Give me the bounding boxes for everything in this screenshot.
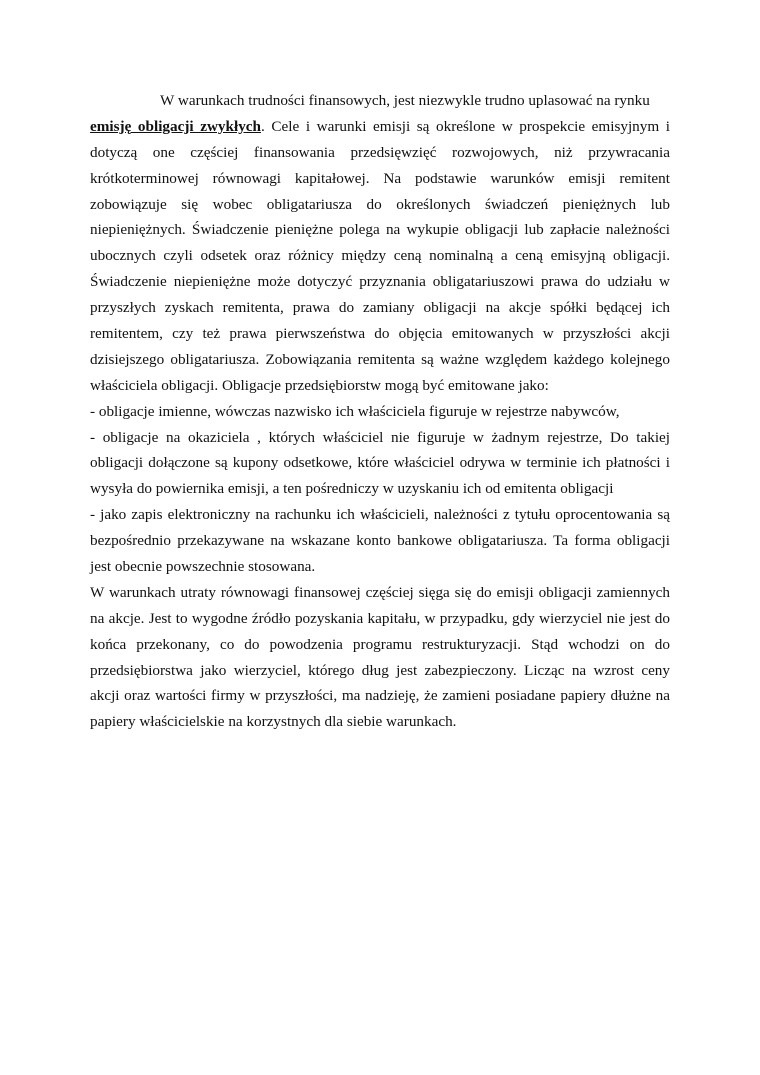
text-line: ubocznych czyli odsetek oraz różnicy między ceną nominalną a ceną emisyjną obligacji. <box>90 247 670 265</box>
emphasized-term: emisję obligacji zwykłych <box>90 117 261 135</box>
text-line: przedsiębiorstwa jako wierzyciel, którego dług jest zabezpieczony. Licząc na wzrost ceny <box>90 661 670 679</box>
text-line: obligacji dołączone są kupony odsetkowe, które właściciel odrywa w terminie ich płatności i <box>90 454 670 472</box>
text-line: dotyczą one częściej finansowania przedsięwzięć rozwojowych, niż przywracania <box>90 143 670 161</box>
list-item: - obligacje imienne, wówczas nazwisko ich właściciela figuruje w rejestrze nabywców, <box>90 402 620 420</box>
text-line: końca przekonany, co do powodzenia programu restrukturyzacji. Stąd wchodzi on do <box>90 635 670 653</box>
text-line: dzisiejszego obligatariusza. Zobowiązania remitenta są ważne względem każdego kolejnego <box>90 350 670 368</box>
text-line: przyszłych zyskach remitenta, prawa do zamiany obligacji na akcje spółki będącej ich <box>90 299 670 317</box>
list-item: - obligacje na okaziciela , których właściciel nie figuruje w żadnym rejestrze, Do takiej <box>90 428 670 446</box>
text-line: wysyła do powiernika emisji, a ten pośredniczy w uzyskaniu ich od emitenta obligacji <box>90 480 614 498</box>
text-line-rest: . Cele i warunki emisji są określone w prospekcie emisyjnym i <box>260 117 670 135</box>
text-line: na akcje. Jest to wygodne źródło pozyskania kapitału, w przypadku, gdy wierzyciel nie jest do <box>90 609 670 627</box>
text-line: W warunkach trudności finansowych, jest niezwykle trudno uplasować na rynku <box>160 92 650 109</box>
list-item: - jako zapis elektroniczny na rachunku ich właścicieli, należności z tytułu oprocentowania są <box>90 506 670 524</box>
text-line: jest obecnie powszechnie stosowana. <box>90 558 316 576</box>
text-line: bezpośrednio przekazywane na wskazane konto bankowe obligatariusza. Ta forma obligacji <box>90 532 670 550</box>
text-line: remitentem, czy też prawa pierwszeństwa do objęcia emitowanych w przyszłości akcji <box>90 325 670 343</box>
text-line: właściciela obligacji. Obligacje przedsiębiorstw mogą być emitowane jako: <box>90 376 549 394</box>
text-line: krótkoterminowej równowagi kapitałowej. Na podstawie warunków emisji remitent <box>90 169 670 187</box>
document-body <box>90 88 670 735</box>
text-line: akcji oraz wartości firmy w przyszłości, ma nadzieję, że zamieni posiadane papiery dłużne na <box>90 687 670 705</box>
text-line: zobowiązuje się wobec obligatariusza do określonych świadczeń pieniężnych lub <box>90 195 670 213</box>
text-line <box>90 114 670 140</box>
text-line: niepieniężnych. Świadczenie pieniężne polega na wykupie obligacji lub zapłacie należności <box>90 221 670 239</box>
text-line: W warunkach utraty równowagi finansowej częściej sięga się do emisji obligacji zamiennych <box>90 583 670 601</box>
text-line: papiery właścicielskie na korzystnych dla siebie warunkach. <box>90 713 457 731</box>
text-line: Świadczenie niepieniężne może dotyczyć przyznania obligatariuszowi prawa do udziału w <box>90 273 670 291</box>
